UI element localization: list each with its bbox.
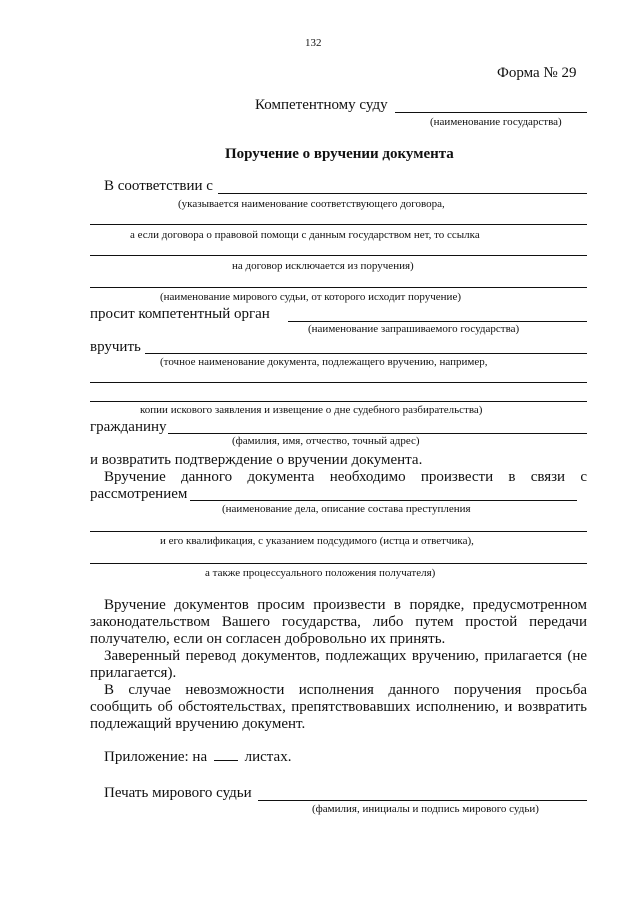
deliver-line-2 <box>90 382 587 383</box>
attachment-blank <box>214 760 238 761</box>
consideration-caption-1: (наименование дела, описание состава преступления <box>222 503 471 515</box>
paragraph-translation: Заверенный перевод документов, подлежащих вручению, прилагается (не прилагается). <box>90 648 587 681</box>
attachment-suffix: листах. <box>244 749 292 765</box>
citizen-label: гражданину <box>90 419 167 435</box>
document-title: Поручение о вручении документа <box>225 146 454 162</box>
basis-caption-2: а если договора о правовой помощи с данным государством нет, то ссылка <box>130 229 480 241</box>
basis-label: В соответствии с <box>104 178 213 194</box>
requested-organ-line <box>288 321 587 322</box>
deliver-label: вручить <box>90 339 141 355</box>
paragraph-impossibility: В случае невозможности исполнения данного поручения просьба сообщить об обстоятельствах, препятствовавших исполнению, и возвратить подлежащий вручению документ. <box>90 682 587 732</box>
deliver-caption-2: копии искового заявления и извещение о дне судебного разбирательства) <box>140 404 483 416</box>
basis-line-1 <box>218 193 587 194</box>
consideration-line-1 <box>90 469 587 486</box>
deliver-caption-1: (точное наименование документа, подлежащего вручению, например, <box>160 356 488 368</box>
consideration-caption-3: а также процессуального положения получателя) <box>205 567 436 579</box>
addressee-caption: (наименование государства) <box>430 116 562 128</box>
seal-caption: (фамилия, инициалы и подпись мирового судьи) <box>312 803 539 815</box>
consideration-line-3 <box>90 563 587 564</box>
attachment-prefix: Приложение: на <box>104 749 208 765</box>
seal-label: Печать мирового судьи <box>104 785 252 801</box>
deliver-line-3 <box>90 401 587 402</box>
requested-organ-caption: (наименование запрашиваемого государства) <box>308 323 520 335</box>
seal-line <box>258 800 587 801</box>
consideration-text: Вручение данного документа необходимо произвести в связи с <box>104 469 587 485</box>
citizen-caption: (фамилия, имя, отчество, точный адрес) <box>232 435 420 447</box>
return-text: и возвратить подтверждение о вручении документа. <box>90 452 423 468</box>
basis-caption-3: на договор исключается из поручения) <box>232 260 414 272</box>
requested-organ-label: просит компетентный орган <box>90 306 270 322</box>
basis-line-3 <box>90 255 587 256</box>
consideration-line-2 <box>90 531 587 532</box>
citizen-line <box>168 433 587 434</box>
attachment-line <box>104 749 291 766</box>
form-number: Форма № 29 <box>497 65 577 81</box>
basis-caption-4: (наименование мирового судьи, от которого исходит поручение) <box>160 291 461 303</box>
consideration-caption-2: и его квалификация, с указанием подсудимого (истца и ответчика), <box>160 535 474 547</box>
deliver-line-1 <box>145 353 587 354</box>
consideration-label: рассмотрением <box>90 486 188 502</box>
page-number: 132 <box>305 37 322 49</box>
addressee-label: Компетентному суду <box>255 97 388 113</box>
consideration-line <box>190 500 577 501</box>
addressee-line <box>395 112 587 113</box>
basis-line-2 <box>90 224 587 225</box>
paragraph-delivery-order: Вручение документов просим произвести в порядке, предусмотренном законодательством Вашего государства, либо путем простой передачи получателю, если он согласен добровольно их принять. <box>90 597 587 647</box>
basis-line-4 <box>90 287 587 288</box>
basis-caption-1: (указывается наименование соответствующего договора, <box>178 198 445 210</box>
